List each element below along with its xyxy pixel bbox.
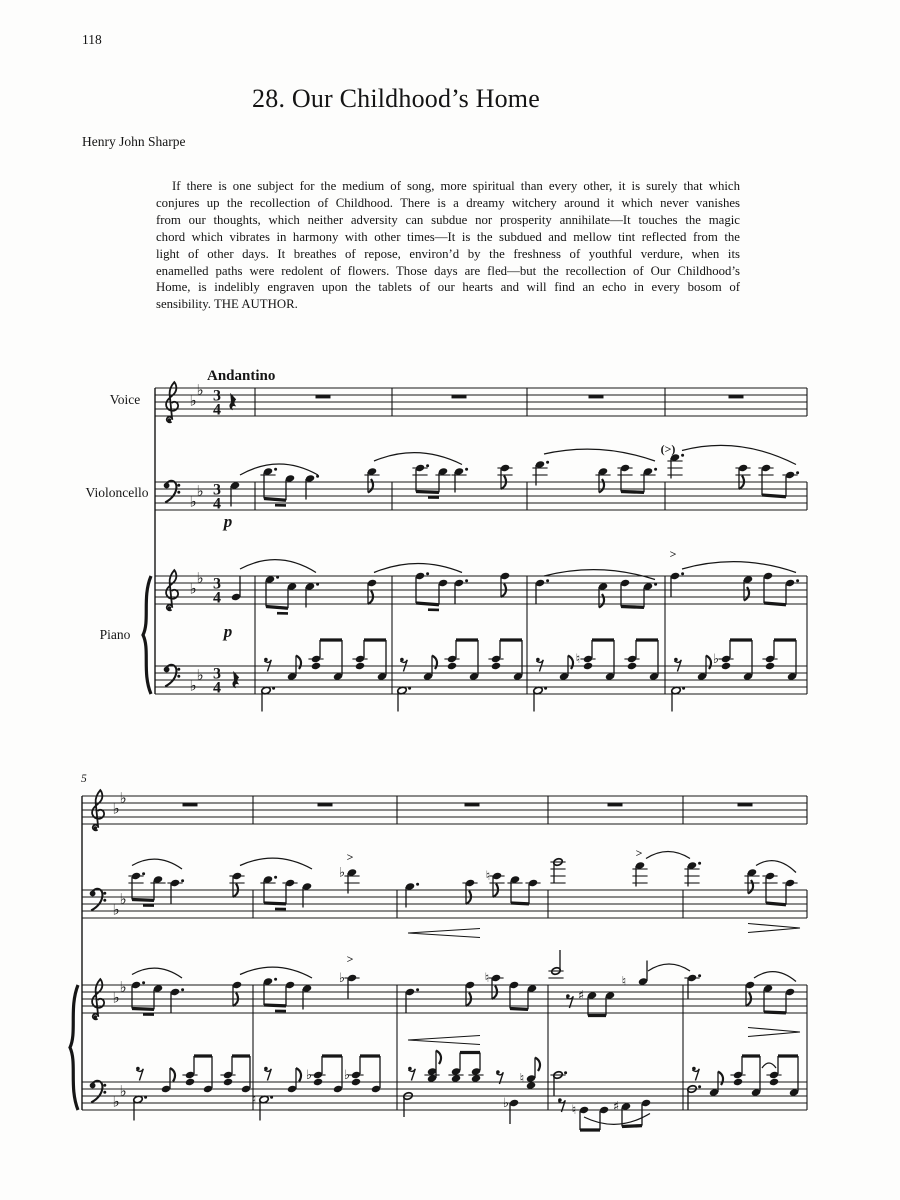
preface-line: enamelled paths were redolent of flowers. Those days are fled—but the recollection of Our Childhood’s: [156, 263, 740, 278]
svg-text:4: 4: [213, 495, 221, 513]
svg-text:♭: ♭: [119, 978, 127, 996]
staff-violoncello: [155, 445, 807, 512]
svg-text:♭: ♭: [189, 492, 197, 511]
instrument-label: Piano: [99, 627, 131, 642]
accent-text: (>): [660, 442, 676, 456]
svg-text:♭: ♭: [189, 676, 197, 695]
svg-text:4: 4: [213, 401, 221, 419]
preface-line: light of other days. It breathes of repose, environ’d by the freshness of youthful verdure, when its: [156, 246, 740, 261]
piano-brace-icon: [70, 985, 78, 1110]
svg-text:♭: ♭: [712, 652, 720, 667]
bass-clef-icon: [164, 665, 181, 687]
piano-brace-icon: [143, 576, 151, 694]
svg-text:♭: ♭: [112, 988, 120, 1007]
svg-text:♭: ♭: [112, 900, 120, 919]
svg-text:♯: ♯: [577, 988, 585, 1004]
svg-text:♭: ♭: [305, 1068, 313, 1083]
bass-clef-icon: [90, 1081, 107, 1103]
svg-text:♭: ♭: [196, 666, 204, 684]
svg-text:♭: ♭: [196, 482, 204, 500]
preface-line: Home, is indelibly engraven upon the tablets of our hearts and will find an echo in every bosom of: [156, 280, 740, 295]
svg-text:♯: ♯: [612, 1099, 620, 1115]
preface-line: from our thoughts, which neither adversity can subdue nor prosperity annihilate—It touches the magic: [156, 212, 740, 227]
svg-text:4: 4: [213, 679, 221, 697]
svg-text:4: 4: [213, 589, 221, 607]
svg-text:3: 3: [213, 481, 221, 499]
staff-piano-treble: [82, 950, 807, 1045]
staff-voice: [155, 381, 807, 422]
dyn-text: p: [223, 512, 233, 531]
staff-piano-bass: [82, 1051, 807, 1131]
preface-line: chord which vibrates in harmony with other times—It is the subdued and mellow tint reflected from the: [156, 229, 740, 244]
svg-text:♭: ♭: [119, 1082, 127, 1100]
dyn-text: p: [223, 622, 233, 641]
svg-text:♮: ♮: [519, 1071, 525, 1087]
staff-piano-bass: [155, 640, 807, 712]
svg-text:♮: ♮: [485, 869, 491, 884]
svg-text:♭: ♭: [112, 799, 120, 818]
accent-text: >: [346, 850, 354, 864]
svg-text:♭: ♭: [338, 865, 346, 881]
svg-text:♭: ♭: [338, 971, 346, 986]
svg-text:♭: ♭: [189, 391, 197, 410]
svg-text:♮: ♮: [251, 1092, 257, 1108]
svg-text:♮: ♮: [484, 971, 490, 986]
system-1: [86, 368, 807, 712]
num-text: 5: [81, 773, 87, 785]
staff-violoncello: [82, 852, 807, 938]
svg-text:♭: ♭: [112, 1092, 120, 1111]
svg-text:♭: ♭: [196, 381, 204, 399]
svg-text:3: 3: [213, 387, 221, 405]
instrument-label: Voice: [109, 392, 141, 407]
system-2: [70, 773, 807, 1130]
bass-clef-icon: [90, 889, 107, 911]
svg-text:3: 3: [213, 575, 221, 593]
bass-clef-icon: [164, 481, 181, 503]
svg-text:♮: ♮: [571, 1103, 577, 1118]
piece-title: 28. Our Childhood’s Home: [252, 84, 540, 113]
svg-text:♭: ♭: [119, 789, 127, 807]
svg-text:♭: ♭: [189, 579, 197, 598]
accent-text: >: [669, 547, 677, 561]
svg-text:♭: ♭: [502, 1096, 510, 1111]
preface-line: conjures up the recollection of Childhood. There is a dreamy witchery around it which never vanishes: [156, 195, 740, 210]
preface-line: sensibility. THE AUTHOR.: [156, 297, 298, 312]
instrument-label: Violoncello: [85, 485, 149, 500]
composer-name: Henry John Sharpe: [82, 134, 186, 149]
svg-text:3: 3: [213, 665, 221, 683]
accent-text: >: [635, 846, 643, 860]
svg-text:♭: ♭: [343, 1068, 351, 1083]
svg-text:♮: ♮: [575, 652, 581, 667]
preface-line: If there is one subject for the medium of song, more spiritual than every other, it is surely that which: [172, 179, 740, 193]
tempo-text: Andantino: [207, 368, 276, 384]
svg-text:♭: ♭: [196, 569, 204, 587]
page-number: 118: [82, 32, 102, 47]
svg-text:♮: ♮: [621, 974, 627, 990]
accent-text: >: [346, 952, 354, 966]
staff-voice: [82, 789, 807, 830]
svg-text:♭: ♭: [119, 890, 127, 908]
staff-piano-treble: [155, 560, 807, 614]
